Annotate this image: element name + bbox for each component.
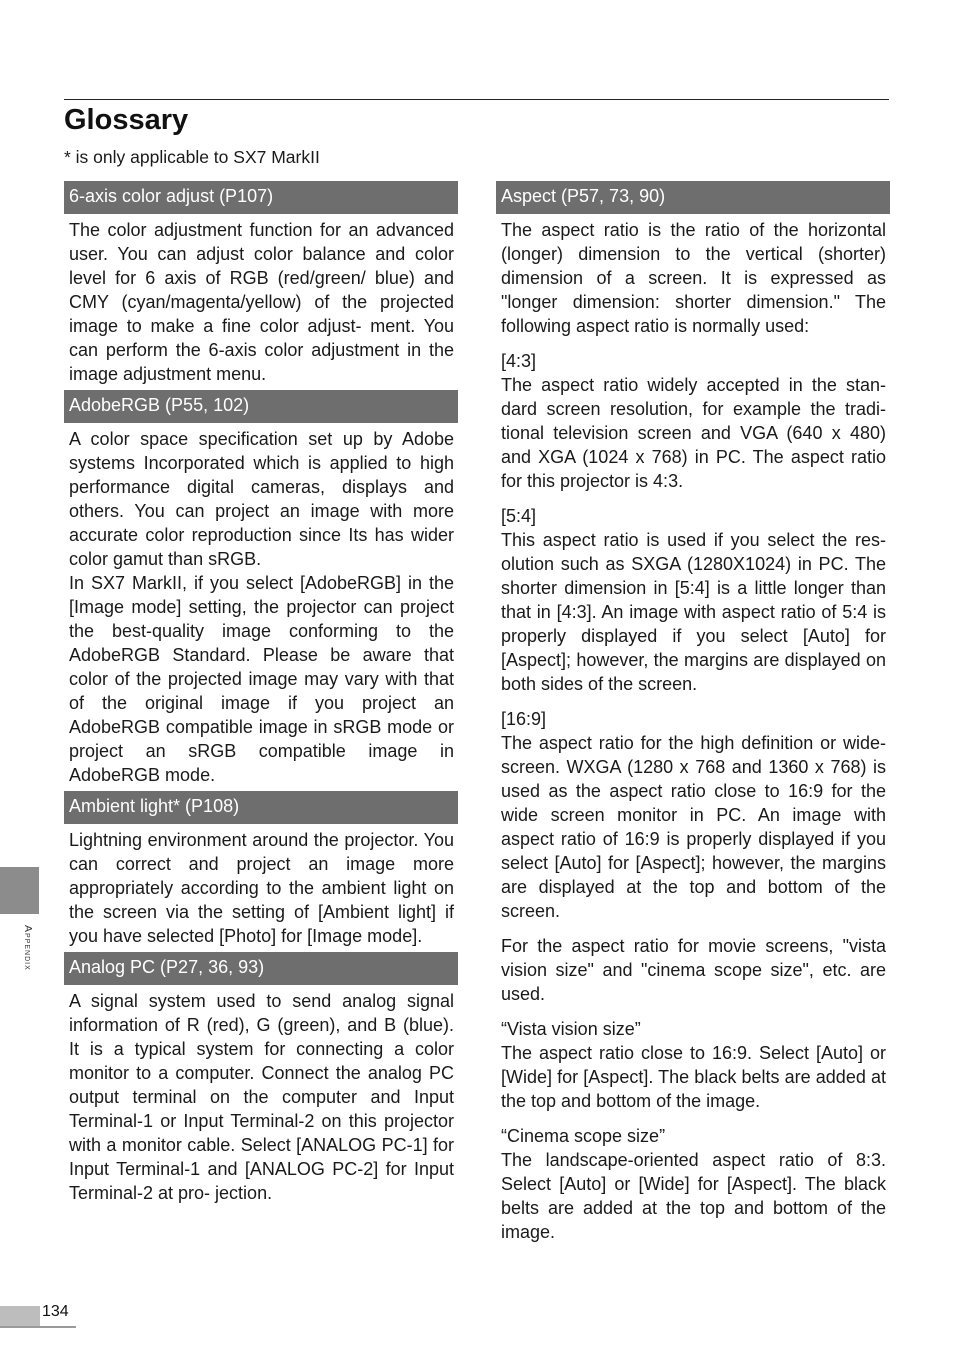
movie-entry-cinema xyxy=(501,1124,886,1244)
top-rule xyxy=(64,99,889,100)
movie-entry-vista xyxy=(501,1017,886,1113)
section-body-6axis xyxy=(64,218,458,386)
movie-label: “Cinema scope size” xyxy=(501,1126,666,1146)
section-heading-ambient-light: Ambient light* (P108) xyxy=(64,791,458,824)
paragraph: The color adjustment function for an advanced user. You can adjust color balance and color level for 6 axis of RGB (red/green/ blue) and CMY (cyan/magenta/yellow) of the projected image to make a fine color adjust- ment. You can perform the 6-axis color adjustment in the image adjustment menu. xyxy=(69,220,454,384)
left-column xyxy=(64,181,458,1209)
paragraph: A color space specification set up by Adobe systems Incorporated which is applied to high performance digital cameras, displays and others. You can project an image with more accurate color reproduction since Its has wider color gamut than sRGB. xyxy=(69,429,454,569)
aspect-entry-5-4 xyxy=(501,504,886,696)
aspect-label: [16:9] xyxy=(501,709,547,729)
chapter-tab xyxy=(0,867,39,914)
aspect-label: [4:3] xyxy=(501,351,537,371)
section-heading-aspect: Aspect (P57, 73, 90) xyxy=(496,181,890,214)
applicability-note: * is only applicable to SX7 MarkII xyxy=(64,147,320,167)
movie-description: The aspect ratio close to 16:9. Select [Auto] or [Wide] for [Aspect]. The black belts are added at the top and bottom of the image. xyxy=(501,1043,886,1111)
paragraph: A signal system used to send analog signal information of R (red), G (green), and B (blue). It is a typical system for connecting a color monitor to a computer. Connect the analog PC output terminal on the computer and Input Terminal-1 or Input Terminal-2 on this projector with a monitor cable. Select [ANALOG PC-1] for Input Terminal-1 and [ANALOG PC-2] for Input Terminal-2 at pro- jection. xyxy=(69,991,454,1203)
aspect-entry-16-9 xyxy=(501,707,886,923)
page-number-underline xyxy=(0,1326,76,1328)
aspect-description: The aspect ratio widely accepted in the stan- dard screen resolution, for example the tradi- tional television screen and VGA (640 x 480) and XGA (1024 x 768) in PC. The aspect ratio for this projector is 4:3. xyxy=(501,375,886,491)
section-heading-analog-pc: Analog PC (P27, 36, 93) xyxy=(64,952,458,985)
paragraph: Lightning environment around the projector. You can correct and project an image more appropriately according to the ambient light on the screen via the setting of [Ambient light] if you have selected [Photo] for [Image mode]. xyxy=(69,830,454,946)
paragraph: In SX7 MarkII, if you select [AdobeRGB] in the [Image mode] setting, the projector can project the best-quality image conforming to the AdobeRGB Standard. Please be aware that color of the projected image may vary with that of the original image if you project an AdobeRGB compatible image in sRGB mode or project an sRGB compatible image in AdobeRGB mode. xyxy=(69,573,454,785)
movie-intro: For the aspect ratio for movie screens, "vista vision size" and "cinema scope size", etc. are used. xyxy=(501,936,886,1004)
page-number-tab xyxy=(0,1306,40,1327)
movie-description: The landscape-oriented aspect ratio of 8:3. Select [Auto] or [Wide] for [Aspect]. The black belts are added at the top and bottom of the image. xyxy=(501,1150,886,1242)
aspect-description: The aspect ratio for the high definition or wide-screen. WXGA (1280 x 768 and 1360 x 768) is used as the aspect ratio close to 16:9 for the wide screen monitor in PC. An image with aspect ratio of 16:9 is properly displayed if you select [Auto] for [Aspect]; however, the margins are displayed at the top and bottom of the screen. xyxy=(501,733,886,921)
section-body-ambient-light xyxy=(64,828,458,948)
section-body-analog-pc xyxy=(64,989,458,1205)
section-heading-6axis: 6-axis color adjust (P107) xyxy=(64,181,458,214)
aspect-intro: The aspect ratio is the ratio of the horizontal (longer) dimension to the vertical (shorter) dimension of a screen. It is expressed as "longer dimension: shorter dimension." The following aspect ratio is normally used: xyxy=(501,220,886,336)
right-column xyxy=(496,181,890,1255)
section-body-aspect xyxy=(496,218,890,1244)
aspect-entry-4-3 xyxy=(501,349,886,493)
movie-label: “Vista vision size” xyxy=(501,1019,641,1039)
page-title: Glossary xyxy=(64,104,189,136)
aspect-description: This aspect ratio is used if you select the res- olution such as SXGA (1280X1024) in PC. The shorter dimension in [5:4] is a little longer than that in [4:3]. An image with aspect ratio of 5:4 is properly displayed if you select [Auto] for [Aspect]; however, the margins are displayed on both sides of the screen. xyxy=(501,530,886,694)
page-number: 134 xyxy=(42,1303,69,1320)
chapter-label: Appendix xyxy=(22,925,34,971)
section-body-adobergb xyxy=(64,427,458,787)
aspect-label: [5:4] xyxy=(501,506,537,526)
section-heading-adobergb: AdobeRGB (P55, 102) xyxy=(64,390,458,423)
